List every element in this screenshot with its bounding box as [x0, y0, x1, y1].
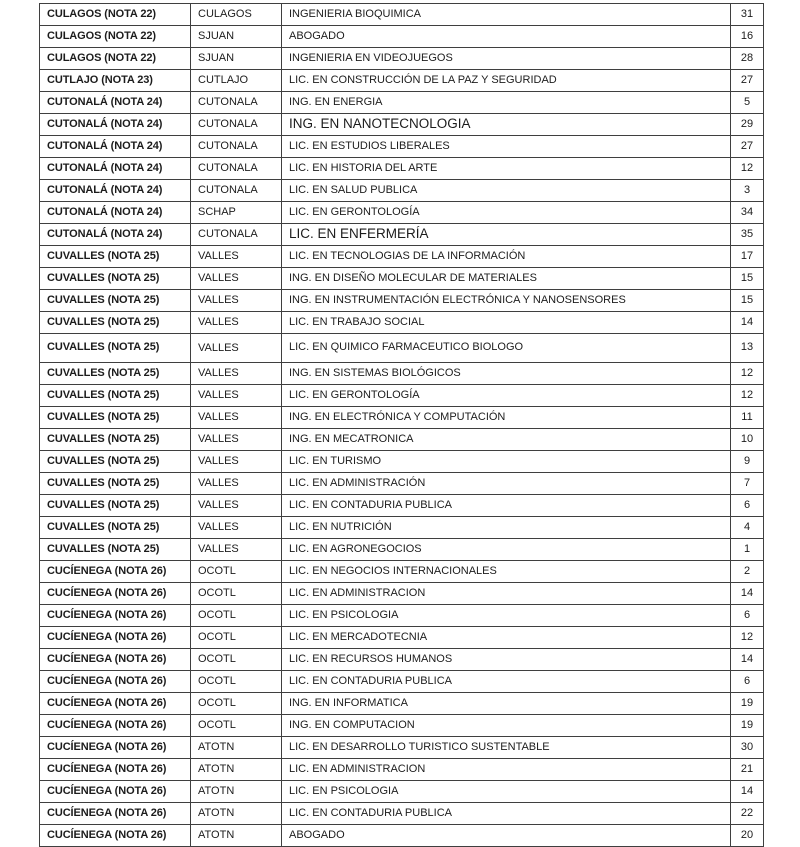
table-row [40, 693, 764, 715]
campus-cell [40, 627, 191, 649]
program-cell: ING. EN NANOTECNOLOGIA [282, 114, 731, 136]
campus-nota: (NOTA 26) [114, 828, 167, 841]
count-cell: 17 [731, 246, 764, 268]
code-cell: SJUAN [191, 26, 282, 48]
campus-name: CUTONALÁ [47, 161, 111, 174]
program-cell: LIC. EN TECNOLOGIAS DE LA INFORMACIÓN [282, 246, 731, 268]
campus-cell [40, 671, 191, 693]
table-row [40, 825, 764, 847]
table-row [40, 224, 764, 246]
program-cell: LIC. EN CONTADURIA PUBLICA [282, 671, 731, 693]
program-cell: LIC. EN SALUD PUBLICA [282, 180, 731, 202]
program-cell: LIC. EN CONSTRUCCIÓN DE LA PAZ Y SEGURIDAD [282, 70, 731, 92]
campus-nota: (NOTA 25) [107, 410, 160, 423]
program-cell: LIC. EN DESARROLLO TURISTICO SUSTENTABLE [282, 737, 731, 759]
count-cell: 9 [731, 451, 764, 473]
campus-cell [40, 290, 191, 312]
table-row [40, 539, 764, 561]
campus-nota: (NOTA 24) [110, 161, 163, 174]
campus-name: CUVALLES [47, 410, 108, 423]
table-row [40, 180, 764, 202]
program-cell: INGENIERIA EN VIDEOJUEGOS [282, 48, 731, 70]
campus-cell [40, 737, 191, 759]
count-cell: 6 [731, 671, 764, 693]
campus-name: CUTLAJO [47, 73, 102, 86]
table-row [40, 495, 764, 517]
code-cell: CUTONALA [191, 92, 282, 114]
code-cell: VALLES [191, 290, 282, 312]
count-cell: 28 [731, 48, 764, 70]
campus-cell [40, 70, 191, 92]
table-row [40, 451, 764, 473]
campus-nota: (NOTA 24) [110, 227, 163, 240]
count-cell: 15 [731, 268, 764, 290]
table-row [40, 92, 764, 114]
programs-table [39, 3, 764, 847]
code-cell: VALLES [191, 334, 282, 363]
table-row [40, 202, 764, 224]
campus-cell [40, 136, 191, 158]
campus-name: CUVALLES [47, 498, 108, 511]
program-cell: LIC. EN GERONTOLOGÍA [282, 202, 731, 224]
count-cell: 27 [731, 70, 764, 92]
program-cell: LIC. EN CONTADURIA PUBLICA [282, 803, 731, 825]
code-cell: CULAGOS [191, 4, 282, 26]
table-row [40, 715, 764, 737]
table-row [40, 759, 764, 781]
campus-nota: (NOTA 22) [104, 29, 156, 42]
code-cell: CUTONALA [191, 180, 282, 202]
table-row [40, 671, 764, 693]
code-cell: VALLES [191, 268, 282, 290]
program-cell: LIC. EN ADMINISTRACIÓN [282, 473, 731, 495]
campus-cell [40, 561, 191, 583]
count-cell: 34 [731, 202, 764, 224]
campus-cell [40, 202, 191, 224]
campus-cell [40, 825, 191, 847]
count-cell: 10 [731, 429, 764, 451]
code-cell: VALLES [191, 363, 282, 385]
campus-nota: (NOTA 24) [110, 183, 163, 196]
program-cell: LIC. EN PSICOLOGIA [282, 605, 731, 627]
campus-name: CUCÍENEGA [47, 630, 115, 643]
table-row [40, 385, 764, 407]
count-cell: 31 [731, 4, 764, 26]
campus-name: CULAGOS [47, 51, 105, 64]
table-row [40, 407, 764, 429]
table-row [40, 158, 764, 180]
count-cell: 14 [731, 649, 764, 671]
count-cell: 13 [731, 334, 764, 363]
campus-nota: (NOTA 25) [107, 432, 160, 445]
campus-cell [40, 605, 191, 627]
program-cell: ING. EN ENERGIA [282, 92, 731, 114]
campus-nota: (NOTA 25) [107, 315, 160, 328]
code-cell: OCOTL [191, 649, 282, 671]
campus-name: CUVALLES [47, 366, 108, 379]
program-cell: LIC. EN NEGOCIOS INTERNACIONALES [282, 561, 731, 583]
count-cell: 12 [731, 385, 764, 407]
count-cell: 6 [731, 605, 764, 627]
program-cell: ING. EN ELECTRÓNICA Y COMPUTACIÓN [282, 407, 731, 429]
campus-nota: (NOTA 26) [114, 564, 167, 577]
campus-name: CUVALLES [47, 293, 108, 306]
program-cell: LIC. EN PSICOLOGIA [282, 781, 731, 803]
campus-cell [40, 246, 191, 268]
campus-cell [40, 451, 191, 473]
campus-nota: (NOTA 22) [104, 7, 156, 20]
campus-name: CUVALLES [47, 341, 108, 354]
count-cell: 30 [731, 737, 764, 759]
campus-nota: (NOTA 26) [114, 740, 167, 753]
campus-cell [40, 429, 191, 451]
campus-cell [40, 759, 191, 781]
campus-name: CUVALLES [47, 520, 108, 533]
count-cell: 5 [731, 92, 764, 114]
code-cell: VALLES [191, 451, 282, 473]
campus-cell [40, 92, 191, 114]
table-row [40, 803, 764, 825]
table-body [40, 4, 764, 847]
count-cell: 14 [731, 781, 764, 803]
count-cell: 12 [731, 363, 764, 385]
code-cell: VALLES [191, 407, 282, 429]
program-cell: INGENIERIA BIOQUIMICA [282, 4, 731, 26]
code-cell: CUTONALA [191, 114, 282, 136]
campus-name: CUCÍENEGA [47, 718, 115, 731]
campus-cell [40, 517, 191, 539]
table-row [40, 781, 764, 803]
program-cell: LIC. EN CONTADURIA PUBLICA [282, 495, 731, 517]
table-row [40, 605, 764, 627]
campus-name: CUTONALÁ [47, 183, 111, 196]
campus-cell [40, 539, 191, 561]
campus-cell [40, 4, 191, 26]
count-cell: 19 [731, 693, 764, 715]
count-cell: 4 [731, 517, 764, 539]
campus-name: CUVALLES [47, 249, 108, 262]
table-row [40, 429, 764, 451]
program-cell: LIC. EN AGRONEGOCIOS [282, 539, 731, 561]
campus-name: CUVALLES [47, 271, 108, 284]
campus-nota: (NOTA 25) [107, 293, 160, 306]
campus-cell [40, 158, 191, 180]
campus-name: CUTONALÁ [47, 117, 111, 130]
table-row [40, 583, 764, 605]
program-cell: LIC. EN ENFERMERÍA [282, 224, 731, 246]
campus-cell [40, 495, 191, 517]
count-cell: 35 [731, 224, 764, 246]
campus-cell [40, 114, 191, 136]
code-cell: CUTLAJO [191, 70, 282, 92]
campus-name: CUCÍENEGA [47, 586, 115, 599]
table-row [40, 4, 764, 26]
code-cell: VALLES [191, 312, 282, 334]
count-cell: 21 [731, 759, 764, 781]
campus-nota: (NOTA 26) [114, 806, 167, 819]
table-row [40, 737, 764, 759]
table-row [40, 561, 764, 583]
campus-cell [40, 26, 191, 48]
campus-cell [40, 803, 191, 825]
count-cell: 15 [731, 290, 764, 312]
code-cell: OCOTL [191, 561, 282, 583]
campus-cell [40, 473, 191, 495]
campus-cell [40, 312, 191, 334]
code-cell: OCOTL [191, 693, 282, 715]
table-row [40, 70, 764, 92]
campus-nota: (NOTA 22) [104, 51, 156, 64]
code-cell: SJUAN [191, 48, 282, 70]
campus-nota: (NOTA 24) [110, 139, 163, 152]
campus-name: CUTONALÁ [47, 205, 111, 218]
program-cell: LIC. EN TRABAJO SOCIAL [282, 312, 731, 334]
table-row [40, 268, 764, 290]
campus-cell [40, 180, 191, 202]
campus-nota: (NOTA 26) [114, 674, 167, 687]
campus-nota: (NOTA 25) [107, 542, 160, 555]
code-cell: VALLES [191, 385, 282, 407]
table-row [40, 136, 764, 158]
code-cell: CUTONALA [191, 158, 282, 180]
campus-nota: (NOTA 25) [107, 476, 160, 489]
program-cell: ING. EN DISEÑO MOLECULAR DE MATERIALES [282, 268, 731, 290]
campus-nota: (NOTA 26) [114, 630, 167, 643]
count-cell: 3 [731, 180, 764, 202]
campus-name: CULAGOS [47, 29, 105, 42]
code-cell: ATOTN [191, 825, 282, 847]
campus-nota: (NOTA 26) [114, 784, 167, 797]
count-cell: 6 [731, 495, 764, 517]
table-row [40, 363, 764, 385]
table-row [40, 517, 764, 539]
campus-cell [40, 407, 191, 429]
code-cell: VALLES [191, 246, 282, 268]
document-page [0, 3, 800, 842]
table-row [40, 246, 764, 268]
campus-cell [40, 334, 191, 363]
campus-nota: (NOTA 26) [114, 608, 167, 621]
campus-name: CUTONALÁ [47, 95, 111, 108]
campus-nota: (NOTA 24) [110, 205, 163, 218]
code-cell: CUTONALA [191, 136, 282, 158]
table-row [40, 290, 764, 312]
campus-nota: (NOTA 26) [114, 696, 167, 709]
campus-nota: (NOTA 26) [114, 652, 167, 665]
table-row [40, 334, 764, 363]
count-cell: 2 [731, 561, 764, 583]
table-row [40, 48, 764, 70]
campus-nota: (NOTA 25) [107, 520, 160, 533]
count-cell: 27 [731, 136, 764, 158]
table-row [40, 649, 764, 671]
campus-name: CUCÍENEGA [47, 608, 115, 621]
campus-cell [40, 224, 191, 246]
campus-name: CUCÍENEGA [47, 652, 115, 665]
campus-name: CUCÍENEGA [47, 696, 115, 709]
campus-name: CUCÍENEGA [47, 740, 115, 753]
code-cell: VALLES [191, 495, 282, 517]
campus-name: CUCÍENEGA [47, 806, 115, 819]
code-cell: SCHAP [191, 202, 282, 224]
program-cell: LIC. EN TURISMO [282, 451, 731, 473]
count-cell: 7 [731, 473, 764, 495]
campus-name: CUCÍENEGA [47, 674, 115, 687]
campus-name: CUVALLES [47, 315, 108, 328]
table-row [40, 473, 764, 495]
campus-nota: (NOTA 25) [107, 498, 160, 511]
campus-nota: (NOTA 25) [107, 454, 160, 467]
code-cell: ATOTN [191, 781, 282, 803]
campus-nota: (NOTA 26) [114, 718, 167, 731]
count-cell: 14 [731, 583, 764, 605]
program-cell: LIC. EN ADMINISTRACION [282, 759, 731, 781]
code-cell: OCOTL [191, 715, 282, 737]
program-cell: ING. EN INSTRUMENTACIÓN ELECTRÓNICA Y NANOSENSORES [282, 290, 731, 312]
count-cell: 1 [731, 539, 764, 561]
campus-name: CUCÍENEGA [47, 564, 115, 577]
count-cell: 12 [731, 627, 764, 649]
campus-nota: (NOTA 25) [107, 341, 160, 354]
code-cell: CUTONALA [191, 224, 282, 246]
program-cell: LIC. EN ADMINISTRACION [282, 583, 731, 605]
table-row [40, 114, 764, 136]
campus-name: CUVALLES [47, 476, 108, 489]
campus-name: CUVALLES [47, 432, 108, 445]
campus-name: CUTONALÁ [47, 227, 111, 240]
campus-name: CULAGOS [47, 7, 105, 20]
count-cell: 11 [731, 407, 764, 429]
program-cell: LIC. EN HISTORIA DEL ARTE [282, 158, 731, 180]
campus-cell [40, 781, 191, 803]
code-cell: OCOTL [191, 605, 282, 627]
code-cell: OCOTL [191, 583, 282, 605]
program-cell: ING. EN COMPUTACION [282, 715, 731, 737]
campus-nota: (NOTA 25) [107, 366, 160, 379]
campus-name: CUCÍENEGA [47, 784, 115, 797]
campus-cell [40, 48, 191, 70]
campus-cell [40, 715, 191, 737]
campus-name: CUVALLES [47, 388, 108, 401]
campus-cell [40, 268, 191, 290]
code-cell: VALLES [191, 517, 282, 539]
campus-name: CUTONALÁ [47, 139, 111, 152]
count-cell: 29 [731, 114, 764, 136]
code-cell: VALLES [191, 539, 282, 561]
program-cell: LIC. EN ESTUDIOS LIBERALES [282, 136, 731, 158]
program-cell: LIC. EN NUTRICIÓN [282, 517, 731, 539]
program-cell: LIC. EN QUIMICO FARMACEUTICO BIOLOGO [282, 334, 731, 363]
count-cell: 12 [731, 158, 764, 180]
campus-name: CUCÍENEGA [47, 828, 115, 841]
code-cell: ATOTN [191, 737, 282, 759]
campus-cell [40, 385, 191, 407]
code-cell: ATOTN [191, 803, 282, 825]
campus-nota: (NOTA 24) [110, 117, 163, 130]
table-row [40, 26, 764, 48]
campus-cell [40, 583, 191, 605]
program-cell: ABOGADO [282, 26, 731, 48]
code-cell: OCOTL [191, 671, 282, 693]
code-cell: VALLES [191, 473, 282, 495]
table-row [40, 312, 764, 334]
count-cell: 20 [731, 825, 764, 847]
campus-nota: (NOTA 26) [114, 586, 167, 599]
campus-cell [40, 693, 191, 715]
program-cell: ING. EN INFORMATICA [282, 693, 731, 715]
program-cell: ING. EN SISTEMAS BIOLÓGICOS [282, 363, 731, 385]
campus-nota: (NOTA 26) [114, 762, 167, 775]
count-cell: 22 [731, 803, 764, 825]
program-cell: ABOGADO [282, 825, 731, 847]
campus-name: CUVALLES [47, 454, 108, 467]
program-cell: ING. EN MECATRONICA [282, 429, 731, 451]
count-cell: 14 [731, 312, 764, 334]
table-row [40, 627, 764, 649]
campus-nota: (NOTA 25) [107, 249, 160, 262]
campus-cell [40, 649, 191, 671]
campus-nota: (NOTA 24) [110, 95, 163, 108]
count-cell: 16 [731, 26, 764, 48]
campus-cell [40, 363, 191, 385]
campus-nota: (NOTA 23) [101, 73, 153, 86]
campus-nota: (NOTA 25) [107, 388, 160, 401]
count-cell: 19 [731, 715, 764, 737]
code-cell: ATOTN [191, 759, 282, 781]
program-cell: LIC. EN RECURSOS HUMANOS [282, 649, 731, 671]
campus-nota: (NOTA 25) [107, 271, 160, 284]
campus-name: CUVALLES [47, 542, 108, 555]
code-cell: OCOTL [191, 627, 282, 649]
program-cell: LIC. EN MERCADOTECNIA [282, 627, 731, 649]
campus-name: CUCÍENEGA [47, 762, 115, 775]
program-cell: LIC. EN GERONTOLOGÍA [282, 385, 731, 407]
code-cell: VALLES [191, 429, 282, 451]
